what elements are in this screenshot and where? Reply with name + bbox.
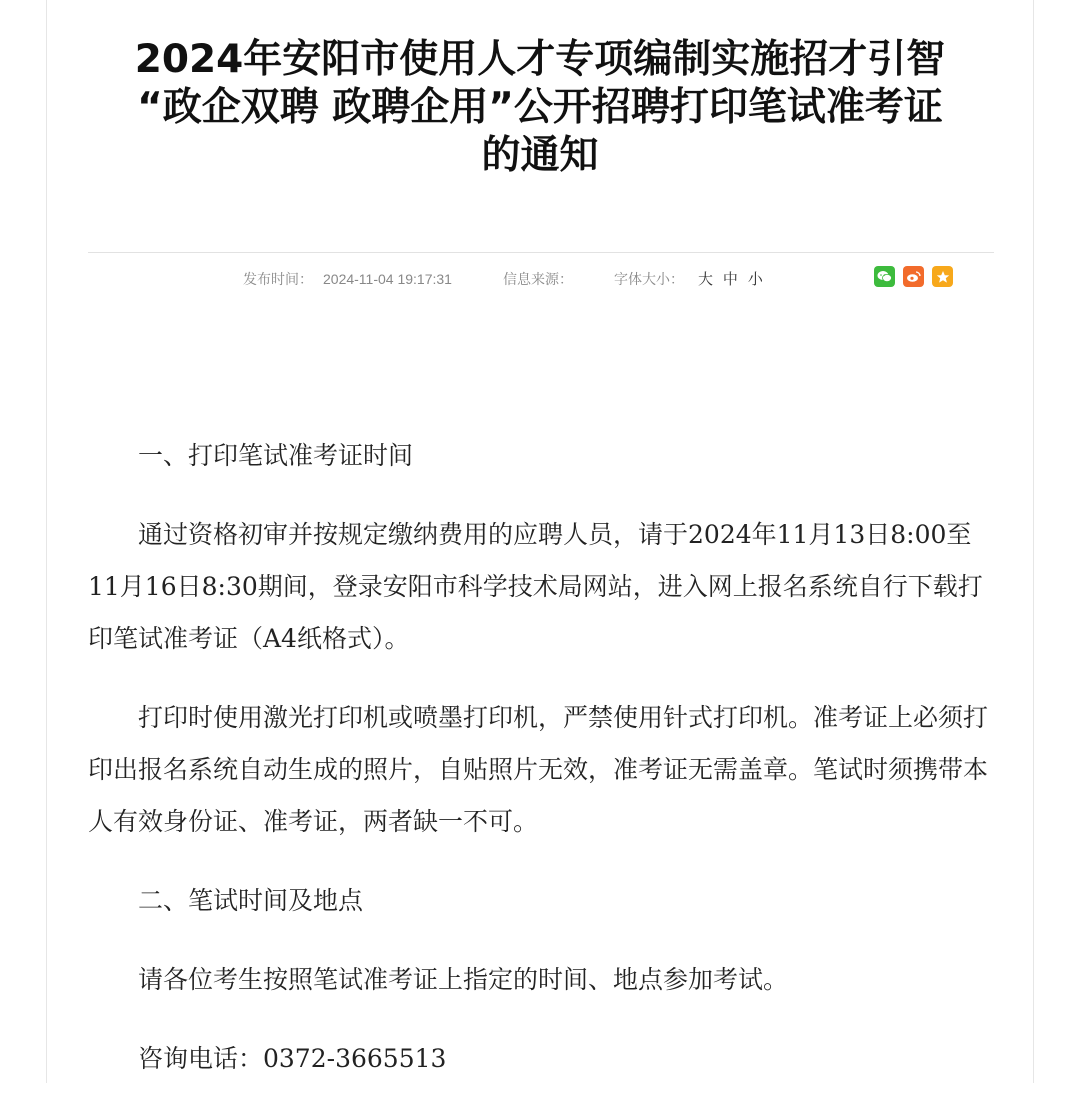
font-size-controls — [698, 268, 769, 291]
contact-line: 咨询电话：0372-3665513 — [138, 1044, 447, 1073]
title-line-3: 的通知 — [481, 133, 599, 178]
section-heading-1: 一、打印笔试准考证时间 — [138, 441, 414, 470]
font-size-medium-button[interactable]: 中 — [722, 271, 738, 288]
font-size-small-button[interactable]: 小 — [747, 271, 763, 288]
frame-border-left — [46, 0, 47, 1083]
title-line-1: 2024年安阳市使用人才专项编制实施招才引智 — [134, 37, 946, 82]
publish-label: 发布时间： — [243, 271, 313, 287]
source-label: 信息来源： — [503, 271, 573, 287]
favorite-icon[interactable] — [932, 266, 953, 287]
paragraph-1: 通过资格初审并按规定缴纳费用的应聘人员，请于2024年11月13日8:00至11月16日8:30期间，登录安阳市科学技术局网站，进入网上报名系统自行下载打印笔试准考证（A4纸格式）。 — [88, 520, 983, 653]
font-size-label: 字体大小： — [614, 271, 684, 287]
paragraph-3: 请各位考生按照笔试准考证上指定的时间、地点参加考试。 — [138, 965, 789, 994]
publish-time: 2024-11-04 19:17:31 — [323, 271, 452, 287]
font-size-large-button[interactable]: 大 — [698, 271, 714, 288]
frame-border-right — [1033, 0, 1034, 1083]
wechat-icon[interactable] — [874, 266, 895, 287]
weibo-icon[interactable] — [903, 266, 924, 287]
title-divider — [88, 252, 994, 253]
paragraph-2: 打印时使用激光打印机或喷墨打印机，严禁使用针式打印机。准考证上必须打印出报名系统自动生成的照片，自贴照片无效，准考证无需盖章。笔试时须携带本人有效身份证、准考证，两者缺一不可。 — [88, 703, 989, 836]
article-title — [90, 36, 990, 180]
section-heading-2: 二、笔试时间及地点 — [138, 886, 364, 915]
article-body — [88, 430, 994, 1112]
title-line-2: “政企双聘 政聘企用”公开招聘打印笔试准考证 — [137, 85, 943, 130]
